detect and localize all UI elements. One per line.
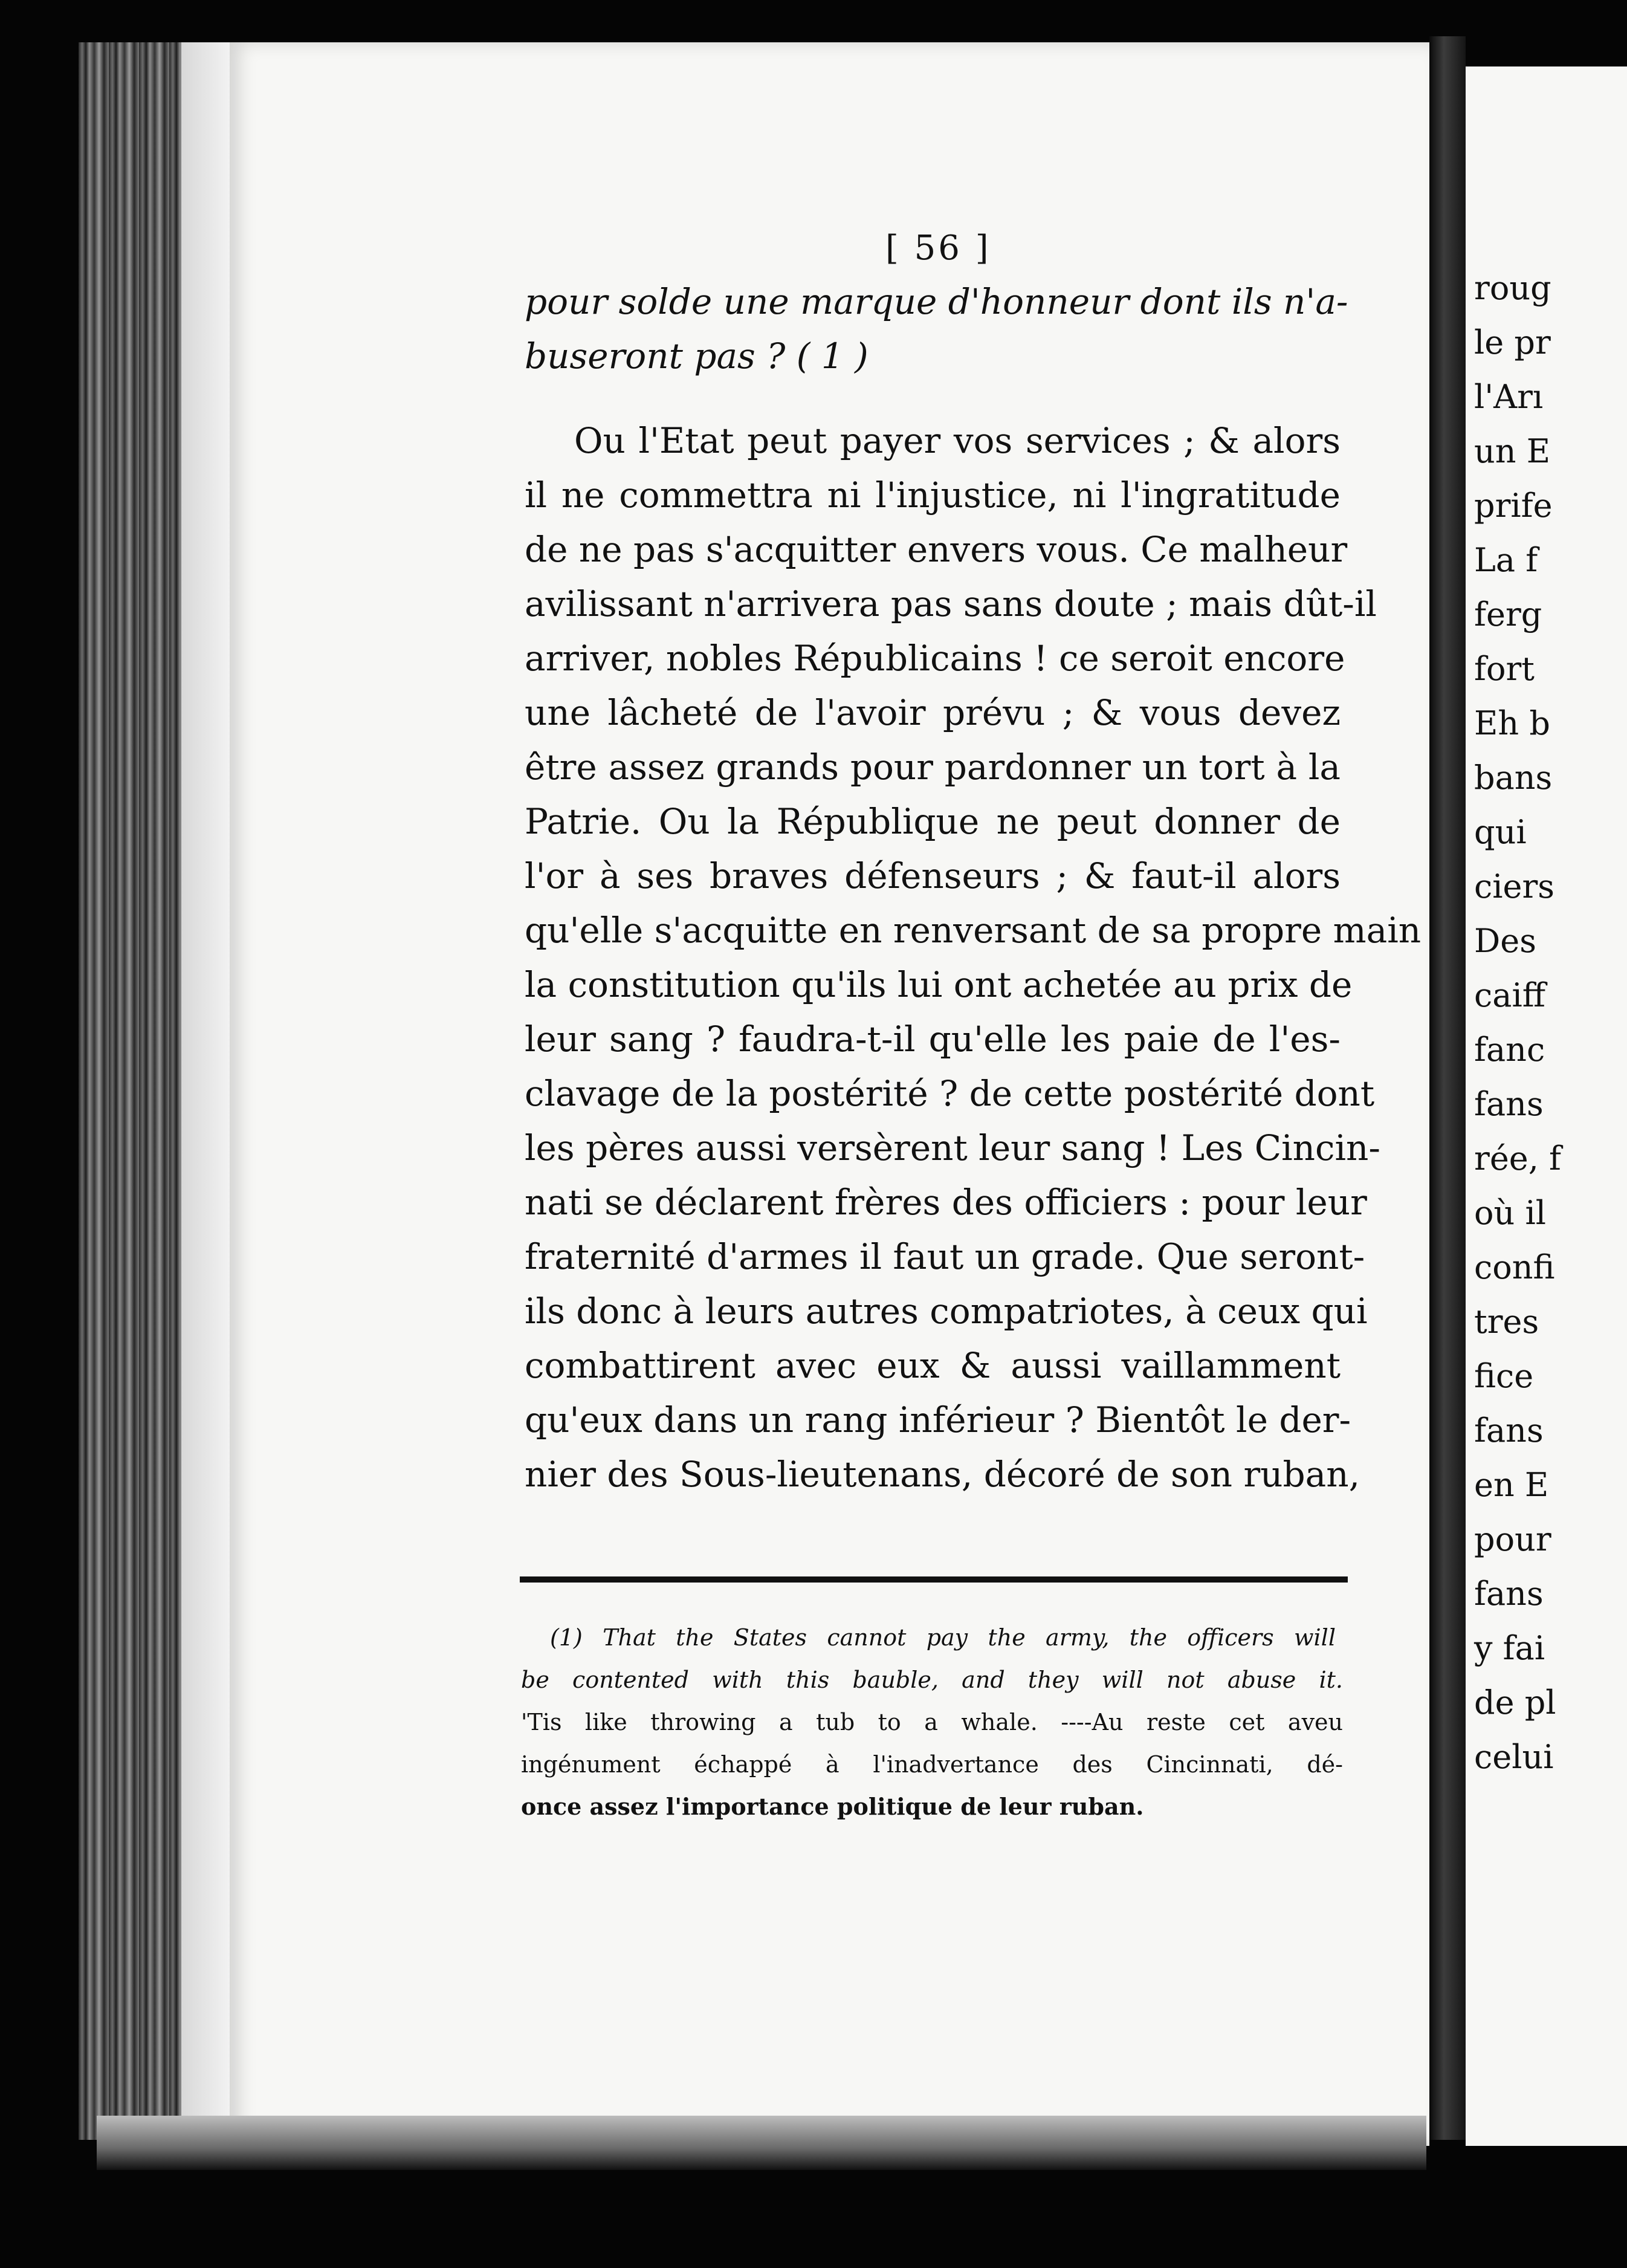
- right-page-line: fans: [1474, 1085, 1544, 1123]
- body-line: pour solde une marque d'honneur dont ils n'a-: [525, 281, 1348, 322]
- right-page-line: celui: [1474, 1738, 1554, 1776]
- body-line: nati se déclarent frères des officiers : pour leur: [525, 1182, 1367, 1223]
- right-page-line: fans: [1474, 1575, 1544, 1613]
- body-line: nier des Sous-lieutenans, décoré de son ruban,: [525, 1454, 1360, 1495]
- right-page-line: fort: [1474, 650, 1535, 688]
- right-page-line: tres: [1474, 1303, 1539, 1341]
- body-line: l'or à ses braves défenseurs ; & faut-il alors: [525, 855, 1341, 896]
- body-line: qu'eux dans un rang inférieur ? Bientôt le der-: [525, 1399, 1351, 1440]
- right-page-line: prife: [1474, 487, 1553, 525]
- right-page-line: rée, f: [1474, 1139, 1562, 1178]
- right-page-line: de pl: [1474, 1683, 1556, 1722]
- footnote-rule: [520, 1576, 1348, 1583]
- body-line: Ou l'Etat peut payer vos services ; & alors: [574, 420, 1341, 461]
- right-page-line: fans: [1474, 1411, 1544, 1450]
- right-page-line: fice: [1474, 1357, 1534, 1395]
- right-page-line: confi: [1474, 1248, 1555, 1286]
- footnote-line: (1) That the States cannot pay the army, the officers will: [550, 1624, 1336, 1651]
- right-page-line: Des: [1474, 922, 1536, 960]
- body-line: de ne pas s'acquitter envers vous. Ce malheur: [525, 529, 1348, 570]
- body-line: il ne commettra ni l'injustice, ni l'ingratitude: [525, 475, 1341, 516]
- right-page-line: ferg: [1474, 595, 1542, 633]
- body-line: les pères aussi versèrent leur sang ! Les Cincin-: [525, 1127, 1380, 1168]
- body-line: la constitution qu'ils lui ont achetée au prix de: [525, 964, 1353, 1005]
- body-line: ils donc à leurs autres compatriotes, à ceux qui: [525, 1291, 1368, 1332]
- right-page: [1466, 66, 1627, 2146]
- book-gutter: [1429, 36, 1466, 2140]
- right-page-line: en E: [1474, 1466, 1549, 1504]
- right-page-line: ciers: [1474, 867, 1554, 906]
- right-page-line: roug: [1474, 269, 1551, 307]
- right-page-line: le pr: [1474, 323, 1551, 361]
- body-line: buseront pas ? ( 1 ): [525, 335, 868, 377]
- body-line: être assez grands pour pardonner un tort à la: [525, 747, 1341, 788]
- right-page-line: l'Arı: [1474, 378, 1544, 416]
- body-line: Patrie. Ou la République ne peut donner de: [525, 801, 1341, 842]
- footnote-line: be contented with this bauble, and they will not abuse it.: [521, 1667, 1343, 1693]
- right-page-line: où il: [1474, 1194, 1546, 1232]
- page-fold-shadow: [181, 42, 230, 2140]
- body-line: combattirent avec eux & aussi vaillamment: [525, 1345, 1341, 1386]
- page-number: [ 56 ]: [885, 228, 991, 268]
- right-page-line: Eh b: [1474, 704, 1550, 742]
- right-page-line: bans: [1474, 759, 1553, 797]
- body-line: arriver, nobles Républicains ! ce seroit encore: [525, 638, 1345, 679]
- footnote-line: ingénument échappé à l'inadvertance des Cincinnati, dé-: [521, 1751, 1343, 1778]
- footnote-line: once assez l'importance politique de leur ruban.: [521, 1793, 1144, 1820]
- body-line: avilissant n'arrivera pas sans doute ; mais dût-il: [525, 583, 1377, 624]
- right-page-line: qui: [1474, 813, 1527, 851]
- right-page-line: pour: [1474, 1520, 1551, 1558]
- body-line: une lâcheté de l'avoir prévu ; & vous devez: [525, 692, 1341, 733]
- body-line: clavage de la postérité ? de cette postérité dont: [525, 1073, 1375, 1114]
- page-bottom-edge: [97, 2116, 1426, 2170]
- right-page-line: La f: [1474, 541, 1538, 579]
- body-line: qu'elle s'acquitte en renversant de sa propre main: [525, 910, 1422, 951]
- body-line: fraternité d'armes il faut un grade. Que seront-: [525, 1236, 1365, 1277]
- right-page-line: caiff: [1474, 976, 1546, 1014]
- footnote-line: 'Tis like throwing a tub to a whale. ----Au reste cet aveu: [521, 1709, 1343, 1735]
- body-line: leur sang ? faudra-t-il qu'elle les paie de l'es-: [525, 1019, 1341, 1060]
- right-page-line: y fai: [1474, 1629, 1545, 1667]
- right-page-line: fanc: [1474, 1031, 1545, 1069]
- right-page-line: un E: [1474, 432, 1551, 470]
